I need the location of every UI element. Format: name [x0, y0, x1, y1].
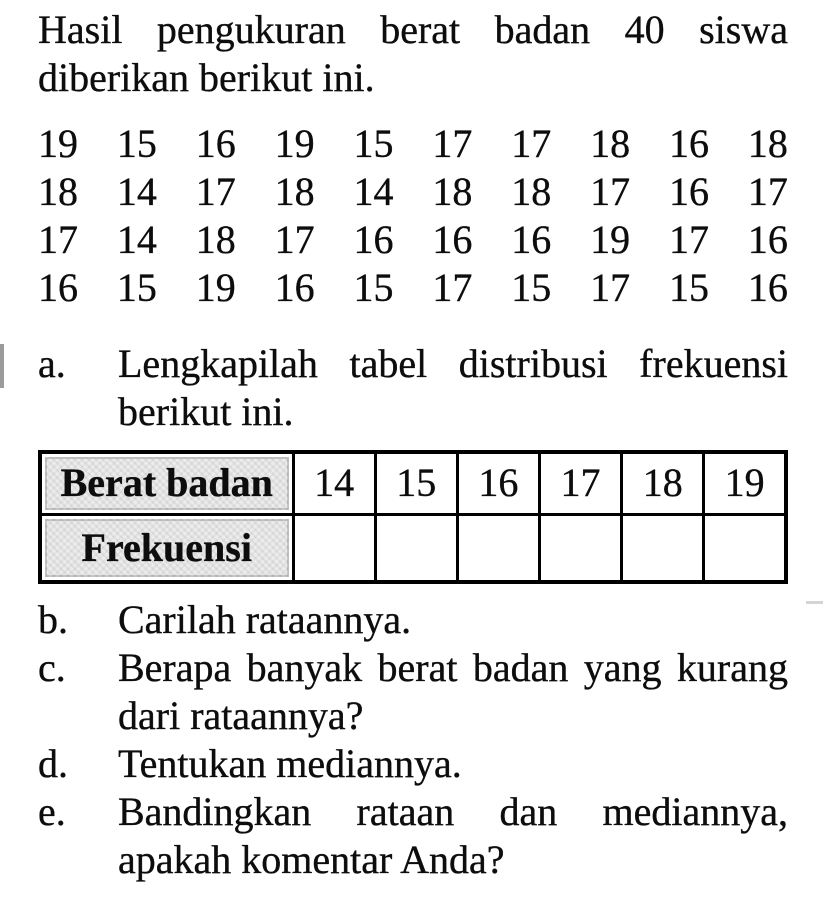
question-text-line: Bandingkan rataan dan mediannya, — [118, 789, 788, 834]
weights-data-row — [38, 216, 788, 264]
weight-value: 18 — [274, 169, 315, 214]
weight-value: 16 — [669, 121, 709, 166]
weight-value: 19 — [38, 121, 78, 166]
weight-value: 19 — [274, 121, 315, 166]
question-label: c. — [38, 645, 66, 690]
frequency-row-header: Frekuensi — [40, 514, 293, 582]
weight-value: 19 — [195, 265, 236, 310]
frequency-row — [40, 514, 786, 582]
weight-value: 17 — [432, 265, 473, 310]
weight-value: 16 — [195, 121, 236, 166]
frequency-distribution-table — [38, 450, 788, 584]
question-text-line: Carilah rataannya. — [118, 597, 412, 642]
scan-artifact-right — [806, 601, 823, 604]
question-text — [118, 740, 788, 788]
weight-value: 15 — [511, 265, 552, 310]
question-text-line: Berapa banyak berat badan yang kurang — [118, 645, 788, 690]
question-label: b. — [38, 597, 68, 642]
question-label: a. — [38, 341, 66, 386]
weight-value: 15 — [116, 121, 157, 166]
question-text-line: apakah komentar Anda? — [118, 837, 505, 882]
weight-value: 14 — [116, 169, 157, 214]
question-item-d — [38, 740, 788, 788]
weight-value: 17 — [195, 169, 236, 214]
weight-value: 16 — [432, 217, 473, 262]
problem-statement-line: Hasil pengukuran berat badan 40 siswa — [38, 7, 788, 52]
weight-row — [40, 452, 786, 514]
weight-value: 18 — [590, 121, 631, 166]
weight-value: 17 — [590, 169, 631, 214]
weight-value: 17 — [274, 217, 315, 262]
weight-value: 15 — [353, 265, 394, 310]
weight-value: 16 — [511, 217, 552, 262]
weight-value: 14 — [353, 169, 394, 214]
weight-value: 16 — [747, 265, 788, 310]
weight-value: 15 — [116, 265, 157, 310]
question-text-line: Lengkapilah tabel distribusi frekuensi — [118, 341, 788, 386]
problem-statement — [38, 6, 788, 102]
weight-value: 19 — [590, 217, 631, 262]
problem-statement-line: diberikan berikut ini. — [38, 55, 375, 100]
weight-value: 15 — [669, 265, 709, 310]
frequency-empty-cell — [293, 514, 375, 582]
weight-row-header: Berat badan — [40, 452, 293, 514]
weights-data-row — [38, 168, 788, 216]
question-text — [118, 788, 788, 884]
weight-value: 18 — [195, 217, 236, 262]
weight-value: 16 — [274, 265, 315, 310]
weight-value-cell: 14 — [293, 452, 375, 514]
weight-value: 18 — [511, 169, 552, 214]
weight-value: 17 — [747, 169, 788, 214]
question-item-b — [38, 596, 788, 644]
weight-value: 17 — [432, 121, 473, 166]
weights-data-row — [38, 264, 788, 312]
question-item-e — [38, 788, 788, 884]
question-item-c — [38, 644, 788, 740]
frequency-empty-cell — [704, 514, 786, 582]
weight-value: 17 — [590, 265, 631, 310]
weight-value: 17 — [511, 121, 552, 166]
weight-value-cell: 16 — [457, 452, 539, 514]
question-text — [118, 596, 788, 644]
frequency-empty-cell — [622, 514, 704, 582]
question-text-line: dari rataannya? — [118, 693, 364, 738]
weight-value-cell: 15 — [375, 452, 457, 514]
scan-artifact-left — [0, 344, 4, 388]
weight-value-cell: 18 — [622, 452, 704, 514]
weight-value: 17 — [669, 217, 709, 262]
weight-value: 18 — [38, 169, 78, 214]
question-text — [118, 644, 788, 740]
weights-data-grid — [38, 120, 788, 312]
weight-value: 18 — [747, 121, 788, 166]
question-item-a — [38, 340, 788, 436]
question-text-line: berikut ini. — [118, 389, 294, 434]
weight-value: 16 — [669, 169, 709, 214]
weight-value: 14 — [116, 217, 157, 262]
question-text — [118, 340, 788, 436]
weight-value-cell: 17 — [539, 452, 621, 514]
question-label: d. — [38, 741, 68, 786]
weight-value: 17 — [38, 217, 78, 262]
frequency-empty-cell — [375, 514, 457, 582]
weights-data-row — [38, 120, 788, 168]
frequency-empty-cell — [457, 514, 539, 582]
question-label: e. — [38, 789, 66, 834]
weight-value: 15 — [353, 121, 394, 166]
weight-value: 18 — [432, 169, 473, 214]
weight-value-cell: 19 — [704, 452, 786, 514]
frequency-empty-cell — [539, 514, 621, 582]
weight-value: 16 — [38, 265, 78, 310]
weight-value: 16 — [747, 217, 788, 262]
question-text-line: Tentukan mediannya. — [118, 741, 462, 786]
weight-value: 16 — [353, 217, 394, 262]
